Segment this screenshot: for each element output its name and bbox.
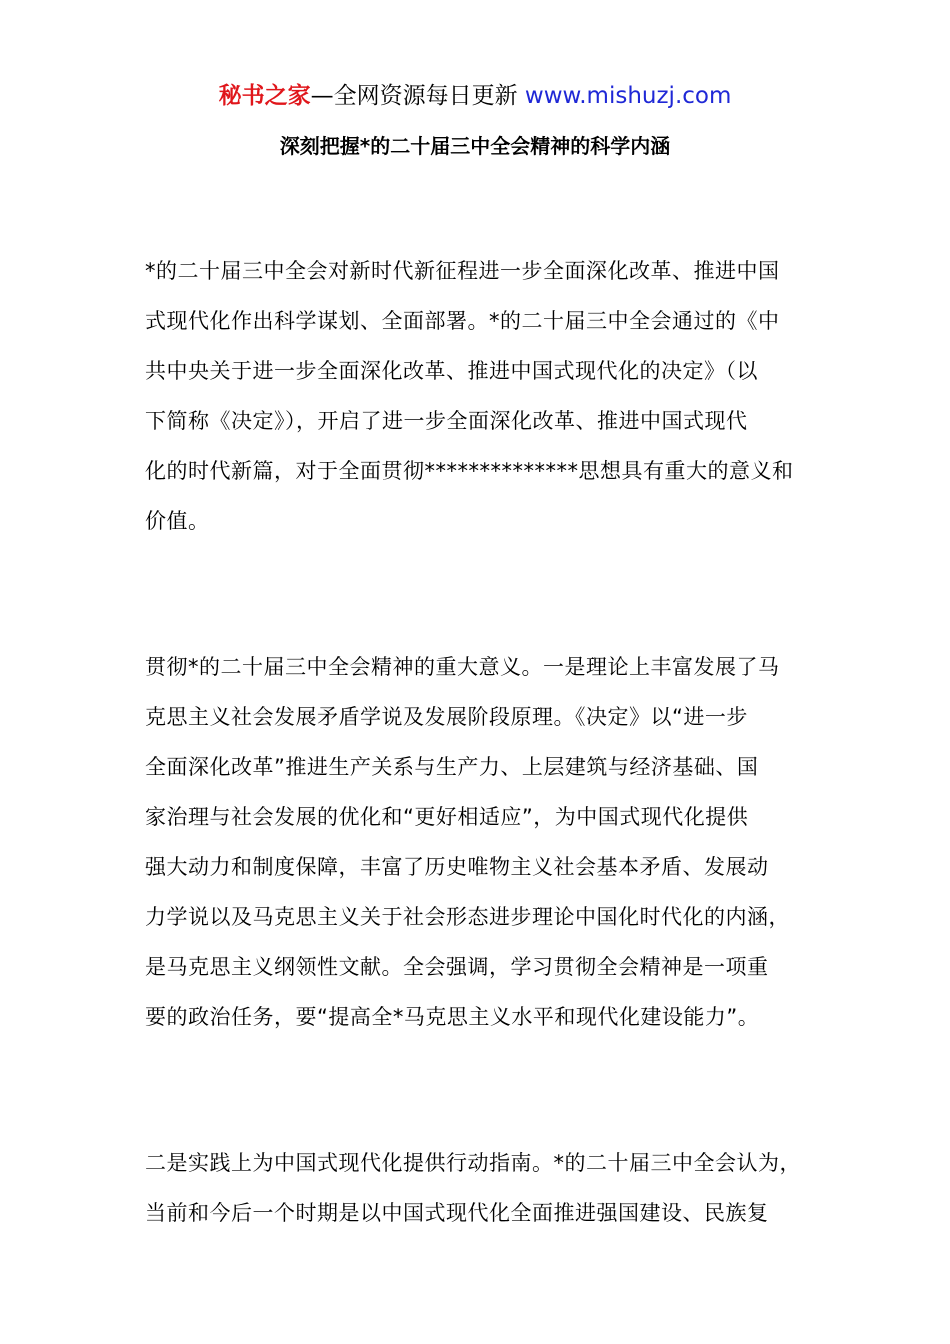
site-tagline: —全网资源每日更新	[310, 83, 525, 109]
paragraph-line: 全面深化改革”推进生产关系与生产力、上层建筑与经济基础、国	[145, 755, 759, 779]
paragraph-2	[145, 642, 805, 1042]
site-header	[0, 80, 950, 112]
document-body	[145, 246, 805, 1334]
paragraph-line: 克思主义社会发展矛盾学说及发展阶段原理。《决定》以“进一步	[145, 705, 748, 729]
paragraph-1	[145, 246, 805, 546]
paragraph-line: 家治理与社会发展的优化和“更好相适应”，为中国式现代化提供	[145, 805, 749, 829]
paragraph-line: 下简称《决定》），开启了进一步全面深化改革、推进中国式现代	[145, 409, 748, 433]
paragraph-line: 式现代化作出科学谋划、全面部署。*的二十届三中全会通过的《中	[145, 309, 780, 333]
paragraph-line: 共中央关于进一步全面深化改革、推进中国式现代化的决定》（以	[145, 359, 758, 383]
paragraph-line: 力学说以及马克思主义关于社会形态进步理论中国化时代化的内涵，	[145, 905, 790, 929]
paragraph-line: 强大动力和制度保障，丰富了历史唯物主义社会基本矛盾、发展动	[145, 855, 769, 879]
document-title: 深刻把握*的二十届三中全会精神的科学内涵	[279, 134, 671, 158]
paragraph-line: 价值。	[145, 509, 210, 533]
paragraph-line: 二是实践上为中国式现代化提供行动指南。*的二十届三中全会认为，	[145, 1151, 801, 1175]
site-url-link[interactable]: www.mishuzj.com	[524, 83, 732, 109]
paragraph-3	[145, 1138, 805, 1238]
paragraph-line: 贯彻*的二十届三中全会精神的重大意义。一是理论上丰富发展了马	[145, 655, 780, 679]
paragraph-line: 化的时代新篇，对于全面贯彻**************思想具有重大的意义和	[145, 459, 794, 483]
paragraph-line: 是马克思主义纲领性文献。全会强调，学习贯彻全会精神是一项重	[145, 955, 769, 979]
paragraph-line: *的二十届三中全会对新时代新征程进一步全面深化改革、推进中国	[145, 259, 780, 283]
site-brand: 秘书之家	[218, 83, 311, 109]
paragraph-line: 要的政治任务，要“提高全*马克思主义水平和现代化建设能力”。	[145, 1005, 760, 1029]
paragraph-line: 当前和今后一个时期是以中国式现代化全面推进强国建设、民族复	[145, 1201, 769, 1225]
